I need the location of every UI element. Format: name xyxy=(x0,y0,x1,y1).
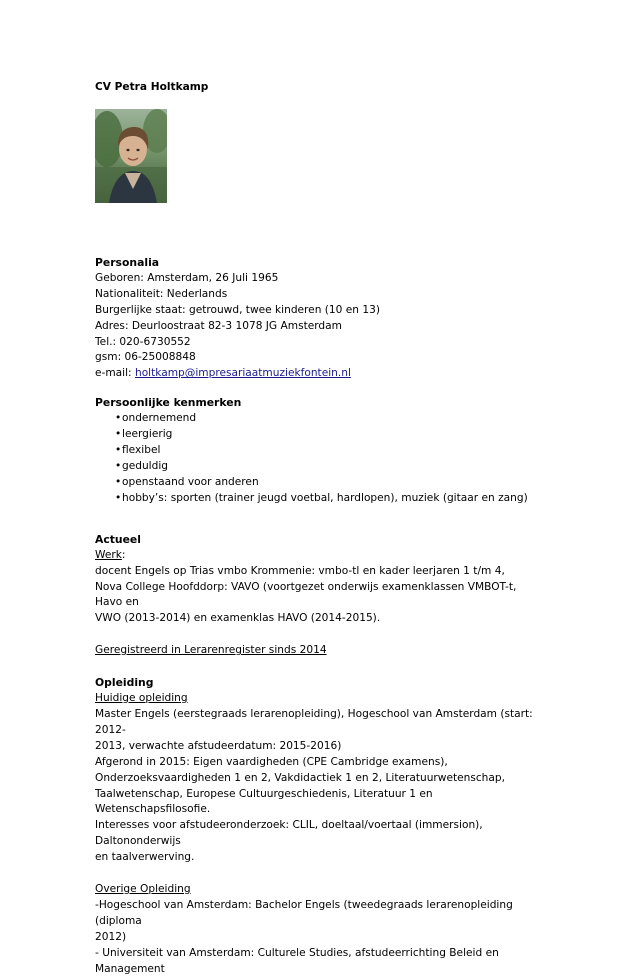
opleiding-line: -Hogeschool van Amsterdam: Bachelor Engels (tweedegraads lerarenopleiding (diploma xyxy=(95,899,513,927)
opleiding-line: Taalwetenschap, Europese Cultuurgeschiedenis, Literatuur 1 en Wetenschapsfilosofie. xyxy=(95,787,433,816)
list-item-text: flexibel xyxy=(122,444,161,457)
opleiding-line: 2013, verwachte afstudeerdatum: 2015-2016) xyxy=(95,739,342,752)
list-item xyxy=(95,443,545,459)
actueel-heading: Actueel xyxy=(95,532,141,546)
register-line: Geregistreerd in Lerarenregister sinds 2014 xyxy=(95,644,327,657)
werk-colon: : xyxy=(121,548,126,561)
opleiding-line: en taalverwerving. xyxy=(95,851,195,864)
list-item-text: hobby’s: sporten (trainer jeugd voetbal, hardlopen), muziek (gitaar en zang) xyxy=(122,491,528,504)
opleiding-line: 2012) xyxy=(95,930,127,943)
email-label: e-mail: xyxy=(95,367,135,380)
werk-line: Nova College Hoofddorp: VAVO (voortgezet onderwijs examenklassen VMBOT-t, Havo en xyxy=(95,580,517,609)
list-item xyxy=(95,427,545,443)
list-item-text: ondernemend xyxy=(122,412,197,425)
werk-line: docent Engels op Trias vmbo Krommenie: vmbo-tl en kader leerjaren 1 t/m 4, xyxy=(95,564,505,577)
personalia-line: gsm: 06-25008848 xyxy=(95,351,196,364)
werk-line: VWO (2013-2014) en examenklas HAVO (2014-2015). xyxy=(95,612,381,625)
bullet-icon: • xyxy=(115,428,122,441)
list-item-text: leergierig xyxy=(122,428,173,441)
list-item xyxy=(95,491,545,507)
werk-label: Werk xyxy=(95,548,122,561)
overige-opleiding-label: Overige Opleiding xyxy=(95,883,191,896)
werk-label-line xyxy=(95,548,545,564)
personalia-line: Burgerlijke staat: getrouwd, twee kinderen (10 en 13) xyxy=(95,303,380,316)
personalia-heading: Personalia xyxy=(95,255,160,269)
list-item-text: geduldig xyxy=(122,459,169,472)
bullet-icon: • xyxy=(115,444,122,457)
bullet-icon: • xyxy=(115,459,122,472)
cv-document xyxy=(95,80,545,978)
list-item xyxy=(95,411,545,427)
opleiding-line: Onderzoeksvaardigheden 1 en 2, Vakdidactiek 1 en 2, Literatuurwetenschap, xyxy=(95,771,505,784)
opleiding-line: Interesses voor afstudeeronderzoek: CLIL, doeltaal/voertaal (immersion), Daltononderwijs xyxy=(95,819,483,848)
list-item xyxy=(95,459,545,475)
personalia-line: Nationaliteit: Nederlands xyxy=(95,287,228,300)
bullet-icon: • xyxy=(115,475,122,488)
profile-photo xyxy=(95,109,167,203)
bullet-icon: • xyxy=(115,412,122,425)
document-title: CV Petra Holtkamp xyxy=(95,81,209,93)
opleiding-line: - Universiteit van Amsterdam: Culturele Studies, afstudeerrichting Beleid en Management xyxy=(95,946,499,975)
personalia-line: Tel.: 020-6730552 xyxy=(95,335,191,348)
bullet-icon: • xyxy=(115,491,122,504)
email-line xyxy=(95,366,545,382)
personalia-line: Adres: Deurloostraat 82-3 1078 JG Amsterdam xyxy=(95,319,342,332)
opleiding-line: Master Engels (eerstegraads lerarenopleiding), Hogeschool van Amsterdam (start: 2012- xyxy=(95,708,533,736)
email-link[interactable]: holtkamp@impresariaatmuziekfontein.nl xyxy=(134,367,351,380)
kenmerken-list xyxy=(95,411,545,506)
opleiding-heading: Opleiding xyxy=(95,676,154,690)
opleiding-line: Afgerond in 2015: Eigen vaardigheden (CPE Cambridge examens), xyxy=(95,755,448,768)
huidige-opleiding-label: Huidige opleiding xyxy=(95,692,188,705)
list-item-text: openstaand voor anderen xyxy=(122,475,259,488)
list-item xyxy=(95,475,545,491)
personalia-line: Geboren: Amsterdam, 26 Juli 1965 xyxy=(95,271,279,284)
kenmerken-heading: Persoonlijke kenmerken xyxy=(95,396,242,410)
